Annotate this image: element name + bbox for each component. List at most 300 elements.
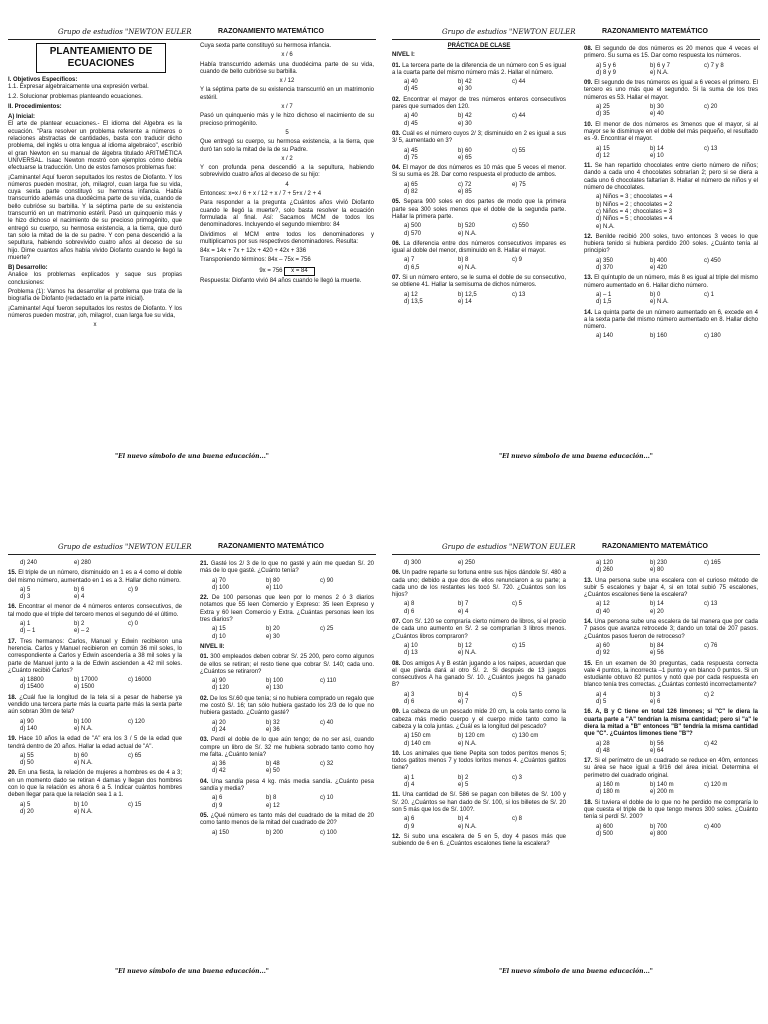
question-item [392,560,566,567]
question-number: 07. [392,619,401,626]
answer-option: d) 300 [404,560,422,566]
question-body: En una fiesta, la relación de mujeres a hombres es de 4 a 3; en un momento dado se retiran 4 damas y llegan dos hombres con lo que la relación es ahora 6 a 5. Indicar cuántos hombres deben llegar para que la relación sea 1 a 1. [8,770,183,799]
answer-options [596,194,758,230]
answer-option: d) 9 [404,823,415,830]
question-text [392,275,566,290]
question-body: Si el perímetro de un cuadrado se reduce en 40m, entonces su área se hace igual a 9/16 del área inicial. Determina el perímetro del cuadrado original. [584,758,759,779]
question-text [584,578,758,600]
section-heading: II. Procedimientos: [8,103,62,110]
answer-option: b) 48 [266,761,280,768]
answer-option: e) 130 [266,685,284,692]
answer-option: c) 450 [704,257,721,264]
answer-option: c) 9 [128,586,139,593]
answer-option: a) 65 [404,181,418,188]
question-item [8,604,182,635]
question-body: Tres hermanos: Carlos, Manuel y Edwin recibieron una herencia. Carlos y Manuel recibieron en común 36 mil soles, lo correspondiente a Carlos y Edwin ascendería a 38 mil soles y la parte de Manuel junto a la de Edwin ascienden a 42 mil soles. ¿Cuánto recibió Carlos? [8,638,182,674]
answer-option: c) 90 [320,577,334,584]
answer-option: b) Niños = 2 ; chocolates = 2 [596,201,673,208]
question-body: De 100 personas que leen por lo menos 2 ó 3 diarios notamos que 55 leen Comercio y Expreso: 35 leen Expreso y Extra y 60 leen Comercio y Extra. ¿Cuántas personas leen los tres diarios? [200,595,374,624]
answer-option: c) 13 [704,145,718,152]
answer-option: c) 76 [704,642,718,649]
right-column [584,43,758,344]
question-body: El segundo de dos números es 20 menos que 4 veces el primero. Su suma es 15. Dar como respuesta los números. [584,46,758,60]
question-item [392,165,566,196]
right-column [200,558,374,840]
question-text [584,122,758,144]
answer-option: c) 15 [128,801,142,808]
answer-option: c) 5 [512,691,523,698]
answer-option: a) 600 [596,823,614,830]
question-text [200,696,374,718]
equation-line: 9x = 756 [259,267,283,274]
answer-option: a) 160 m [596,782,620,789]
question-item [392,241,566,272]
question-text [392,165,566,180]
answer-option: d) 180 m [596,789,620,796]
question-item [584,709,758,755]
answer-option: d) 35 [596,111,610,118]
answer-option: a) 8 [404,601,415,608]
question-number: 17. [584,758,593,765]
answer-option: e) N.A. [458,650,477,657]
answer-option: c) 42 [704,740,718,747]
answer-option: b) 400 [650,257,668,264]
question-number: 08. [584,46,593,52]
answer-option: e) – 2 [74,628,90,635]
answer-options [596,560,758,575]
answer-option: b) 20 [266,626,280,633]
answer-option: e) 6 [650,699,661,706]
question-body: La tercera parte de la diferencia de un número con 5 es igual a la cuarta parte del mismo número más 2. Hallar el número. [392,62,566,76]
answer-option: a) 60 [596,642,610,649]
answer-option: b) 10 [74,801,88,808]
page-header [8,540,376,555]
answer-option: d) 120 [212,685,230,692]
paragraph: Entonces: x=x / 6 + x / 12 + x / 7 + 5+x / 2 + 4 [200,191,322,198]
page-2 [392,25,760,465]
answer-option: e) N.A. [74,760,93,767]
answer-option: a) 3 [404,691,415,698]
question-text [392,63,566,78]
answer-options [404,692,566,707]
answer-options [20,677,182,692]
answer-option: e) 110 [266,584,283,591]
answer-option: e) 4 [74,594,85,601]
answer-option: d) 13 [404,650,418,657]
answer-option: e) 56 [650,650,664,657]
question-number: 16. [8,604,17,611]
page-footer: "El nuevo símbolo de una buena educación..." [115,968,269,975]
question-text [584,80,758,102]
question-number: 18. [8,694,17,701]
answer-option: d) 100 [212,584,230,591]
question-list [584,560,758,838]
answer-option: d) 6 [404,699,415,706]
answer-option: c) 100 [320,829,337,836]
question-body: Cuál es el número cuyos 2/ 3; disminuido en 2 es igual a sus 3/ 5, aumentado en 3? [392,130,566,145]
question-item [584,800,758,838]
answer-option: e) N.A. [74,725,93,732]
page-1 [8,25,376,465]
answer-option: d) 6 [404,608,415,615]
question-text [584,709,758,738]
answer-option: d) 260 [596,567,614,574]
left-column [8,558,182,819]
question-text [584,758,758,780]
answer-option: a) 150 [212,829,230,836]
answer-option: d) – 1 [20,628,36,635]
answer-option: a) 5 y 6 [596,62,617,69]
question-text [8,570,182,585]
question-text [392,570,566,599]
answer-option: e) N.A. [458,823,477,830]
answer-option: e) 30 [458,86,472,93]
answer-option: d) 240 [20,560,38,566]
answer-option: a) 10 [404,642,418,649]
answer-option: c) 20 [704,104,718,111]
paragraph: Respuesta: Diofanto vivió 84 años cuando le llegó la muerte. [200,278,362,285]
page-header [392,540,760,555]
answer-option: b) 520 [458,223,476,230]
question-body: En un examen de 30 preguntas, cada respuesta correcta vale 4 puntos, la incorrecta –1 punto y en blanco 0 puntos. Si un estudiante obtuvo 82 puntos y notó que por cada respuesta en blanco tenía tres correctas. ¿Cuántas contestó incorrectamente? [584,660,758,689]
paragraph: Había transcurrido además una duodécima parte de su vida, cuando de bello cubrióse su barbilla. [200,61,374,75]
question-item [584,560,758,575]
answer-option: e) N.A. [458,740,477,747]
answer-option: d) 92 [596,650,610,657]
question-text [584,661,758,690]
answer-option: e) 5 [458,782,469,789]
question-body: Perdí el doble de lo que aún tengo; de no ser así, cuando compre un libro de S/. 32 me hubiera sobrado tanto como hoy me falta. ¿Cuánto tenía? [200,737,374,758]
question-item [584,578,758,616]
question-body: Una persona sube una escalera con el curioso método de subir 5 escalones y bajar 4, si en total subió 75 escalones, ¿Cuántos escalones tiene la escalera? [584,577,759,599]
question-body: La cabeza de un pescado mide 20 cm, la cola tanto como la cabeza más medio cuerpo y el cuerpo mide tanto como la cabeza y la cola juntas. ¿Cuál es la longitud del pescado? [392,709,567,730]
question-item [392,275,566,306]
question-item [200,654,374,692]
equation-line: x / 7 [281,104,293,111]
left-column [392,558,566,849]
answer-options [404,257,566,272]
question-number: 02. [200,695,209,702]
question-body: A, B y C tiene en total 126 limones; si "C" le diera la cuarta parte a "A" tendrían la misma cantidad; pero si "a" le diera la mitad a "B" entonces "B" tendría la misma cantidad que "C". ¿Cuántos limones tiene "B"? [584,709,758,738]
answer-option: e) 200 m [650,789,674,796]
answer-option: c) 72 [458,181,472,188]
question-item [392,834,566,849]
question-text [392,751,566,773]
answer-option: e) 7 [458,699,469,706]
question-item [584,46,758,77]
answer-option: d) 500 [596,830,614,837]
answer-options [20,753,182,768]
question-item [200,561,374,592]
answer-options [596,146,758,161]
answer-option: e) 250 [458,560,476,566]
paragraph: Que entregó su cuerpo, su hermosa existencia, a la tierra, que duró tan solo la mitad de la de su Padre. [200,139,374,153]
question-item [392,792,566,830]
answer-option: e) 800 [650,830,668,837]
answer-option: b) 4 [458,816,469,823]
page-footer: "El nuevo símbolo de una buena educación..." [499,453,653,460]
paragraph: Analice los problemas explicados y saque sus propias conclusiones: [8,272,182,286]
question-text [392,97,566,112]
question-number: 03. [392,130,401,137]
answer-option: c) 400 [704,823,721,830]
question-number: 06. [392,240,401,247]
question-number: 16. [584,709,593,716]
paragraph: Pasó un quinquenio más y le hizo dichoso el nacimiento de su precioso primogénito. [200,113,374,127]
answer-option: d) Niños = 5 ; chocolates = 4 [596,216,673,223]
answer-option: e) 420 [650,265,668,272]
answer-option: d) 6,5 [404,264,420,271]
answer-option: b) 200 [266,829,284,836]
answer-option: e) 30 [458,120,472,127]
answer-option: b) 6 y 7 [650,62,671,69]
answer-option: c) 130 cm [512,733,539,740]
answer-option: b) 32 [266,719,280,726]
answer-option: d) 42 [212,768,226,775]
answer-option: c) 5 [512,601,523,608]
answer-options [404,775,566,790]
equation-line: x / 12 [279,78,295,85]
question-item [584,310,758,341]
answer-option: a) 6 [404,816,415,823]
question-text [8,770,182,799]
answer-option: e) N.A. [74,808,93,815]
question-item [584,619,758,657]
answer-options [596,292,758,307]
question-item [200,813,374,837]
answer-option: c) 10 [320,795,334,802]
equation-line: 5 [285,129,289,136]
answer-option: c) 44 [512,113,526,120]
answer-option: e) 80 [650,567,664,574]
answer-option: a) 150 cm [404,733,431,740]
answer-option: a) 15 [212,626,226,633]
question-text [584,163,758,192]
question-item [392,570,566,616]
answer-option: e) 1500 [74,684,95,691]
answer-option: d) 45 [404,120,418,127]
paragraph: Para responder a la pregunta ¿Cuántos años vivió Diofanto cuando le llegó la muerte?, solo basta resolver la ecuación formulada al final. Así: Sacamos MCM de todos los denominadores. Incluyendo el segundo miembro: 84 [200,200,374,229]
answer-option: a) 1 [404,774,415,781]
question-text [584,275,758,290]
question-body: Un padre reparte su fortuna entre sus hijos dándole S/. 480 a cada uno; debido a que dos de ellos renunciaron a su parte; a cada uno de los restantes les tocó S/. 720. ¿Cuántos son los hijos? [392,570,566,599]
answer-option: d) 24 [212,726,226,733]
answer-options [404,560,566,567]
answer-option: d) 20 [20,808,34,815]
answer-option: b) 120 cm [458,733,485,740]
answer-option: b) 4 [458,691,469,698]
question-number: 22. [200,595,209,602]
page-header [392,25,760,40]
paragraph: Dividimos el MCM entre todos los denominadores y multiplicamos por sus respectivos denominadores. Resulta: [200,231,374,245]
answer-option: d) 3 [20,594,31,601]
page-header [8,25,376,40]
answer-option: a) 7 [404,257,415,264]
answer-options [212,578,374,593]
answer-option: a) 5 [20,801,31,808]
question-text [392,709,566,731]
answer-option: b) 42 [458,79,472,86]
answer-option: b) 230 [650,560,668,566]
question-item [584,80,758,118]
question-item [392,63,566,94]
answer-option: d) 140 cm [404,740,431,747]
answer-option: c) 13 [512,291,526,298]
answer-option: a) 36 [212,761,226,768]
answer-option: b) 2 [74,621,85,628]
page-4 [392,540,760,980]
group-name: Grupo de estudios "NEWTON EULER [442,28,576,36]
answer-option: c) 110 [320,678,337,685]
question-number: 20. [8,770,17,777]
question-body: La diferencia entre dos números consecutivos impares es igual al doble del menor, disminuido en 8. Hallar el mayor. [392,240,566,255]
question-body: El quíntuplo de un número, más 8 es igual al triple del mismo número aumentado en 6. Hallar dicho número. [584,275,759,289]
question-text [8,639,182,675]
answer-option: c) 44 [512,79,526,86]
question-text [392,131,566,146]
section-heading: I. Objetivos Específicos: [8,77,78,83]
answer-option: c) 40 [320,719,334,726]
answer-option: b) 84 [650,642,664,649]
answer-option: b) 56 [650,740,664,747]
answer-option: b) 60 [74,752,88,759]
answer-option: e) 65 [458,154,472,161]
answer-line [200,267,374,276]
question-body: Encontrar el mayor de tres números enteros consecutivos pares que sumados den 120. [392,96,566,111]
question-item [392,131,566,162]
answer-option: c) 2 [704,691,715,698]
answer-option: a) 90 [212,678,226,685]
subject-title: RAZONAMIENTO MATEMÁTICO [218,28,324,35]
answer-option: e) 12 [266,802,280,809]
answer-option: d) 9 [212,802,223,809]
answer-option: e) N.A. [650,299,669,306]
answer-option: a) 40 [404,113,418,120]
answer-option: b) 60 [458,147,472,154]
answer-options [212,830,374,837]
paragraph: Cuya sexta parte constituyó su hermosa infancia. [200,43,332,49]
right-column [584,558,758,841]
question-number: 06. [392,570,401,577]
question-number: 12. [584,233,593,240]
answer-option: d) 50 [20,760,34,767]
answer-options [596,741,758,756]
answer-option: b) 42 [458,113,472,120]
question-list [200,561,374,837]
answer-option: e) 280 [74,560,92,566]
answer-option: b) 12 [458,642,472,649]
answer-option: b) 7 [458,601,469,608]
question-body: Una persona sube una escalera de tal manera que por cada 7 pasos que avanza retrocede 3; dando un total de 207 pasos. ¿Cuántos pasos fueron de retroceso? [584,619,759,640]
theory-content [200,43,374,285]
answer-option: b) 160 [650,333,668,340]
question-number: 13. [584,275,593,282]
question-number: 11. [584,163,593,170]
subject-title: RAZONAMIENTO MATEMÁTICO [602,543,708,550]
question-body: Benilde recibió 200 soles, tuvo entonces 3 veces lo que hubiera tenido si hubiera perdido 200 soles. ¿Cuánto tenía al principio? [584,233,758,255]
answer-option: e) N.A. [458,230,477,237]
question-number: 10. [392,750,401,757]
question-number: 04. [200,778,209,785]
question-text [200,561,374,576]
question-item [392,751,566,789]
question-number: 17. [8,638,17,645]
answer-option: c) 165 [704,560,721,566]
question-item [8,560,182,567]
question-text [392,834,566,849]
answer-options [404,79,566,94]
question-body: Hace 10 años la edad de "A" era los 3 / 5 de la edad que tendrá dentro de 20 años. Hallar la edad actual de "A". [8,736,182,750]
answer-option: b) 3 [650,691,661,698]
question-item [392,199,566,237]
question-item [200,737,374,775]
answer-option: d) 140 [20,725,38,732]
answer-option: e) 14 [458,298,472,305]
answer-option: c) 15 [512,642,526,649]
question-number: 15. [584,660,593,667]
answer-options [596,333,758,340]
question-item [392,709,566,747]
paragraph: El arte de plantear ecuaciones.- El idioma del Algebra es la ecuación. "Para resolver un problema referente a números o relaciones abstractas de cantidades, basta con traducir dicho problema, del inglés u otra lengua al idioma algebraico", escribió el gran Newton en su manual de álgebra titulado ARITMÉTICA UNIVERSAL. Isaac Newton mostró con ejemplos cómo debía efectuarse la traducción. Uno de estos famosos problemas fue: [8,121,182,172]
answer-option: a) 20 [212,719,226,726]
answer-option: e) 85 [458,189,472,196]
answer-option: b) 14 [650,145,664,152]
answer-option: c) 13 [704,601,718,608]
answer-option: d) 48 [596,747,610,754]
answer-options [212,761,374,776]
answer-option: d) 12 [596,152,610,159]
answer-option: d) 15400 [20,684,44,691]
question-item [584,163,758,231]
answer-option: b) 8 [266,795,277,802]
question-text [200,779,374,794]
answer-option: e) 40 [650,111,664,118]
question-number: 01. [200,654,209,661]
answer-option: e) 30 [266,633,280,640]
answer-option: c) 8 [512,816,523,823]
answer-option: e) 20 [650,608,664,615]
section-heading: B) Desarrollo: [8,265,48,272]
group-name: Grupo de estudios "NEWTON EULER [58,543,192,551]
question-text [392,199,566,221]
question-list [392,63,566,307]
level-label: NIVEL I: [392,52,415,59]
answer-option: b) 12,5 [458,291,477,298]
answer-options [20,560,182,567]
answer-option: b) 8 [458,257,469,264]
answer-option: d) 82 [404,189,418,196]
question-number: 12. [392,833,401,840]
answer-option: a) 4 [596,691,607,698]
question-item [584,234,758,272]
question-number: 21. [200,561,209,567]
answer-option: a) Niños = 3 ; chocolates = 4 [596,194,673,201]
answer-options [596,782,758,797]
answer-option: e) N.A. [650,69,669,76]
answer-option: a) 90 [20,718,34,725]
answer-option: b) 14 [650,601,664,608]
answer-option: a) 70 [212,577,226,584]
group-name: Grupo de estudios "NEWTON EULER [58,28,192,36]
answer-option: c) 0 [128,621,139,628]
answer-options [404,643,566,658]
question-number: 13. [584,577,593,584]
answer-option: c) 3 [512,774,523,781]
answer-options [404,292,566,307]
question-body: Una sandía pesa 4 kg. más media sandía. ¿Cuánto pesa sandía y media? [200,778,374,793]
answer-option: e) 36 [266,726,280,733]
answer-options [212,795,374,810]
